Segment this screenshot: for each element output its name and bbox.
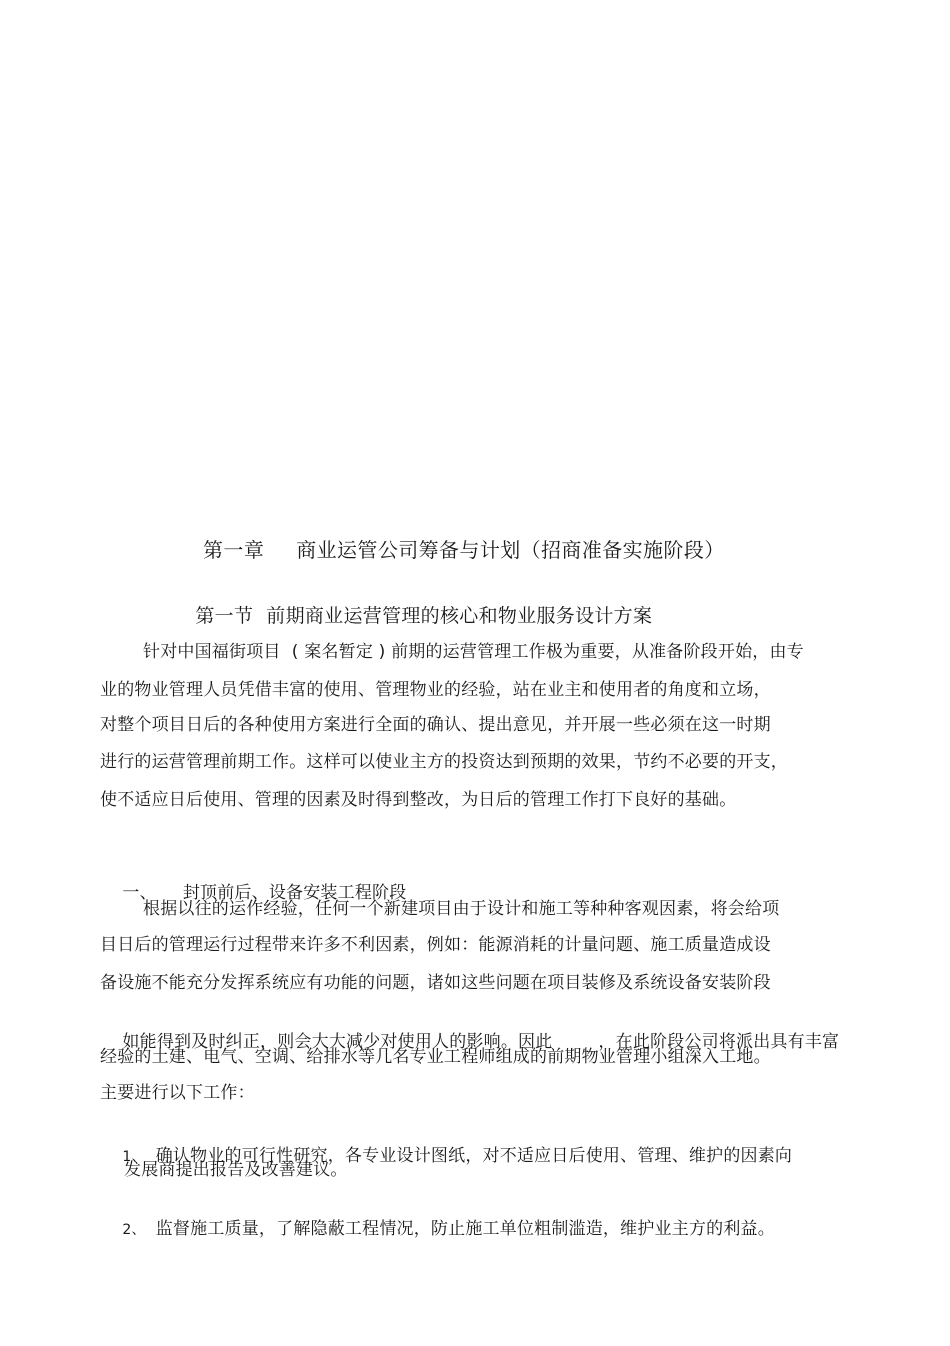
work-item-marker: 2、 xyxy=(122,1222,146,1238)
chapter-title: 商业运管公司筹备与计划（招商准备实施阶段） xyxy=(296,538,725,562)
body-line: 经验的土建、电气、空调、给排水等几名专业工程师组成的前期物业管理小组深入工地。 xyxy=(100,1047,771,1067)
part-one-title: 封顶前后、设备安装工程阶段 xyxy=(182,883,407,903)
intro-line: 针对中国福街项目 ( 案名暂定 ) 前期的运营管理工作极为重要，从准备阶段开始，由专 xyxy=(143,642,804,662)
intro-line: 业的物业管理人员凭借丰富的使用、管理物业的经验，站在业主和使用者的角度和立场， xyxy=(100,680,771,700)
body-line-segment: ，在此阶段公司将派出具有丰富 xyxy=(598,1032,840,1052)
body-line: 主要进行以下工作： xyxy=(100,1083,255,1103)
section-number: 第一节 xyxy=(195,605,254,627)
intro-line: 对整个项目日后的各种使用方案进行全面的确认、提出意见，并开展一些必须在这一时期 xyxy=(100,715,771,735)
body-line: 根据以往的运作经验，任何一个新建项目由于设计和施工等种种客观因素，将会给项 xyxy=(143,899,780,919)
section-title: 前期商业运营管理的核心和物业服务设计方案 xyxy=(266,605,653,627)
chapter-heading xyxy=(176,511,725,589)
intro-line: 使不适应日后使用、管理的因素及时得到整改，为日后的管理工作打下良好的基础。 xyxy=(100,790,737,810)
body-line: 目日后的管理运行过程带来许多不利因素，例如：能源消耗的计量问题、施工质量造成设 xyxy=(100,935,771,955)
work-item-continuation: 发展商提出报告及改善建议。 xyxy=(124,1160,348,1180)
work-item xyxy=(100,1196,775,1263)
work-item-text: 确认物业的可行性研究，各专业设计图纸，对不适应日后使用、管理、维护的因素向 xyxy=(155,1146,793,1166)
intro-line: 进行的运营管理前期工作。这样可以使业主方的投资达到预期的效果，节约不必要的开支， xyxy=(100,752,788,772)
chapter-number: 第一章 xyxy=(203,538,265,562)
body-line-segment: 如能得到及时纠正，则会大大减少对使用人的影响。因此 xyxy=(122,1032,553,1052)
part-one-number: 一、 xyxy=(122,883,157,903)
work-item-text: 监督施工质量，了解隐蔽工程情况，防止施工单位粗制滥造，维护业主方的利益。 xyxy=(155,1219,775,1239)
body-line: 备设施不能充分发挥系统应有功能的问题，诸如这些问题在项目装修及系统设备安装阶段 xyxy=(100,973,771,993)
work-item-marker: 1、 xyxy=(122,1149,146,1165)
